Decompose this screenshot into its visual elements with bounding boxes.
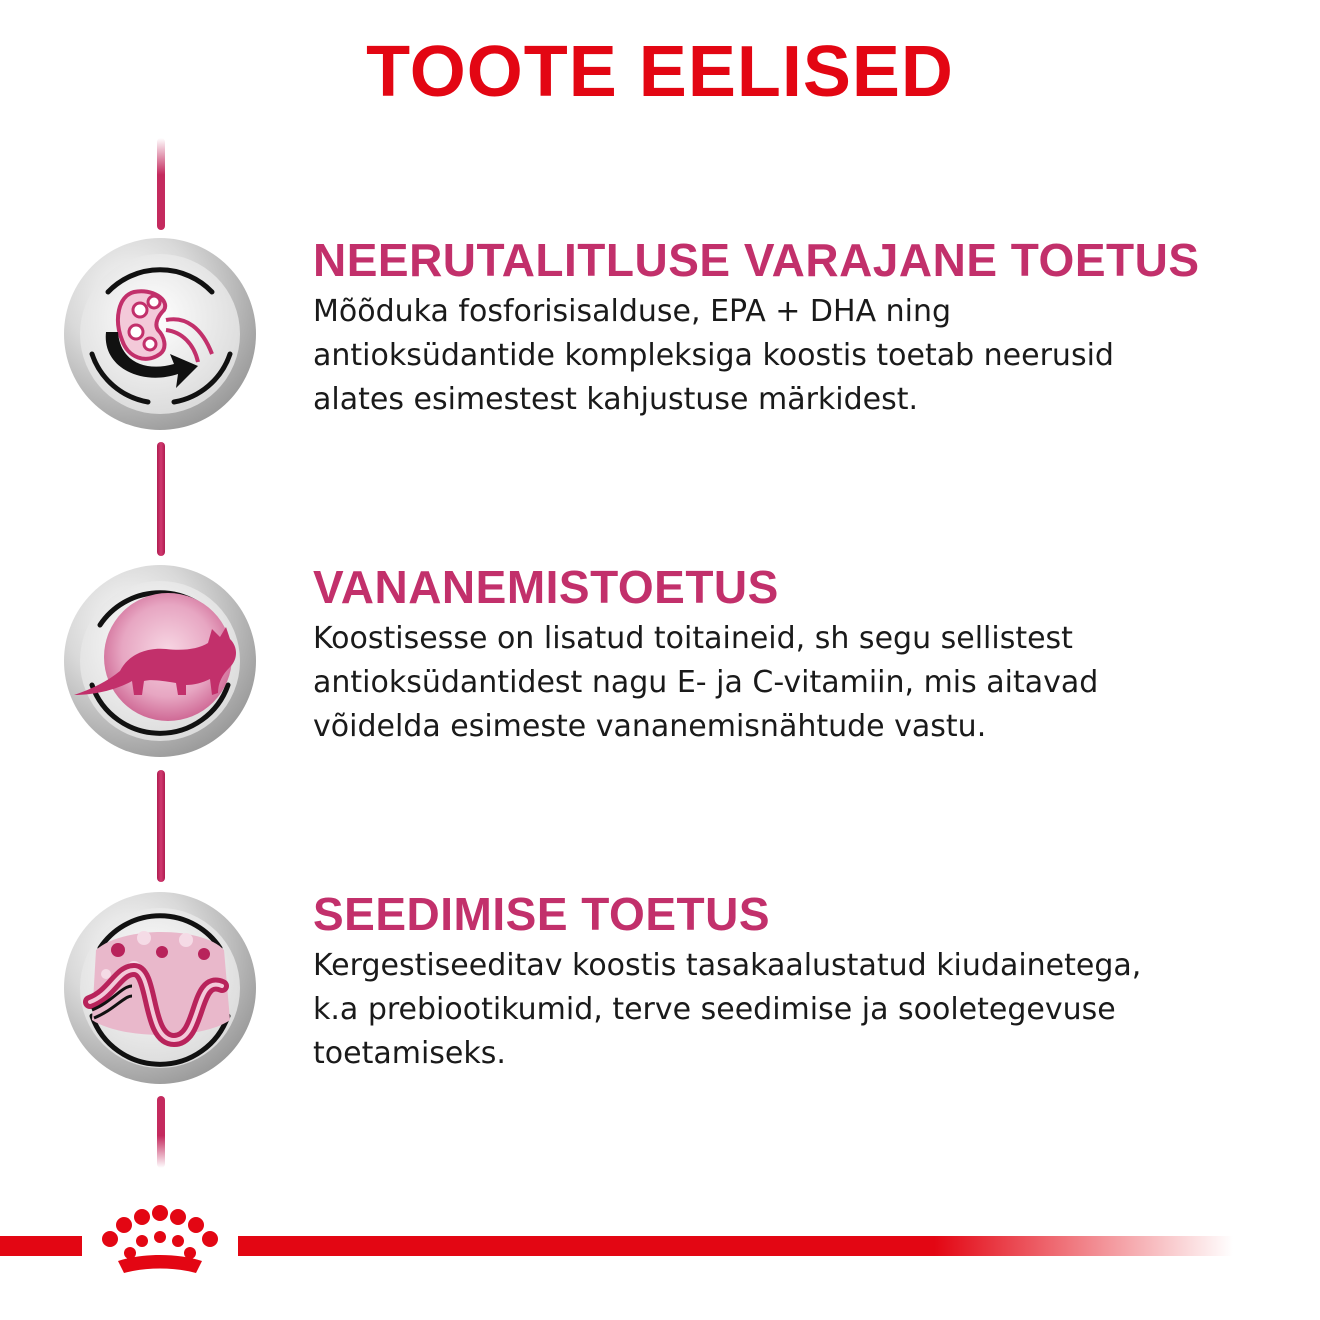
feature-body-line: antioksüdantide kompleksiga koostis toetab neerusid xyxy=(313,338,1114,373)
intestine-icon xyxy=(62,890,258,1086)
cat-icon xyxy=(62,563,258,759)
feature-body xyxy=(313,617,1273,749)
timeline-segment xyxy=(157,442,165,556)
timeline-segment xyxy=(157,770,165,882)
feature-body-line: Kergestiseeditav koostis tasakaalustatud kiudainetega, xyxy=(313,948,1142,983)
feature-body-line: Koostisesse on lisatud toitaineid, sh segu sellistest xyxy=(313,621,1073,656)
timeline-segment xyxy=(157,1096,165,1168)
feature-body-line: antioksüdantidest nagu E- ja C-vitamiin, mis aitavad xyxy=(313,665,1099,700)
feature-title: VANANEMISTOETUS xyxy=(313,561,779,613)
royal-canin-crown-icon xyxy=(92,1203,228,1287)
feature-body-line: Mõõduka fosforisisalduse, EPA + DHA ning xyxy=(313,294,952,329)
feature-title: NEERUTALITLUSE VARAJANE TOETUS xyxy=(313,234,1200,286)
feature-body xyxy=(313,290,1273,422)
feature-aging xyxy=(313,561,1273,749)
kidney-icon xyxy=(62,236,258,432)
footer-rule-left xyxy=(0,1236,82,1256)
feature-body xyxy=(313,944,1273,1076)
page-title: TOOTE EELISED xyxy=(366,32,954,112)
footer-rule-right xyxy=(238,1236,1233,1256)
feature-kidney xyxy=(313,234,1273,422)
feature-body-line: võidelda esimeste vananemisnähtude vastu. xyxy=(313,709,987,744)
feature-title: SEEDIMISE TOETUS xyxy=(313,888,771,940)
feature-digestion xyxy=(313,888,1273,1076)
timeline-segment xyxy=(157,138,165,230)
feature-body-line: toetamiseks. xyxy=(313,1036,506,1071)
feature-body-line: k.a prebiootikumid, terve seedimise ja sooletegevuse xyxy=(313,992,1116,1027)
feature-body-line: alates esimestest kahjustuse märkidest. xyxy=(313,382,919,417)
